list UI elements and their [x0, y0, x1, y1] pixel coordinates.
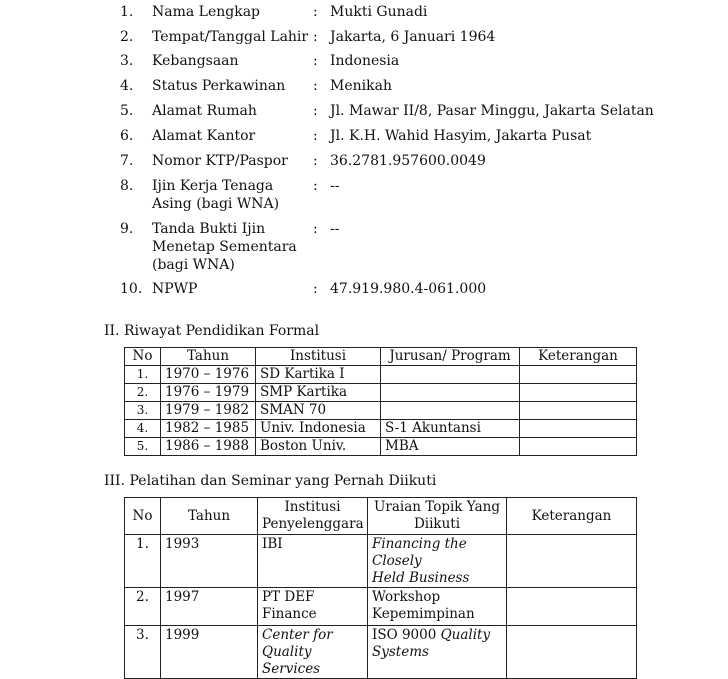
cell-jurusan: [381, 366, 520, 384]
column-header-line: Institusi: [284, 499, 341, 515]
cell-keterangan: [520, 420, 637, 438]
field-value: 47.919.980.4-061.000: [330, 281, 487, 297]
cell-line: Financing the Closely: [372, 536, 467, 569]
cell-no: 1.: [125, 366, 161, 384]
cell-uraian: [368, 588, 507, 626]
cell-institusi: Univ. Indonesia: [256, 420, 381, 438]
cell-jurusan: [381, 402, 520, 420]
field-value: Jakarta, 6 Januari 1964: [330, 29, 496, 45]
field-value: --: [330, 178, 340, 194]
cell-line: PT DEF: [262, 589, 315, 605]
cell-no: 1.: [125, 535, 161, 588]
field-value: Menikah: [330, 78, 392, 94]
cell-line: Kepemimpinan: [372, 606, 475, 622]
field-label-line: Ijin Kerja Tenaga: [152, 178, 274, 194]
item-number: 2.: [120, 29, 134, 45]
cell-line: Held Business: [372, 570, 470, 586]
field-value: Jl. K.H. Wahid Hasyim, Jakarta Pusat: [330, 128, 592, 144]
item-number: 5.: [120, 103, 134, 119]
column-header-line: Penyelenggara: [262, 516, 364, 532]
column-header: No: [125, 348, 161, 366]
cell-keterangan: [520, 366, 637, 384]
table-row: [125, 438, 637, 456]
cell-keterangan: [507, 588, 637, 626]
column-header: [368, 498, 507, 535]
cell-no: 2.: [125, 384, 161, 402]
field-value: Jl. Mawar II/8, Pasar Minggu, Jakarta Selatan: [330, 103, 654, 119]
table-header-row: [125, 348, 637, 366]
colon: :: [313, 103, 318, 119]
item-number: 4.: [120, 78, 134, 94]
column-header: [258, 498, 368, 535]
cell-institusi: Boston Univ.: [256, 438, 381, 456]
cell-line: Finance: [262, 606, 317, 622]
cell-line: Workshop: [372, 589, 441, 605]
table-row: [125, 588, 637, 626]
column-header: Jurusan/ Program: [381, 348, 520, 366]
colon: :: [313, 78, 318, 94]
field-label: Tempat/Tanggal Lahir: [152, 29, 309, 45]
cell-institusi: [258, 588, 368, 626]
field-label: Alamat Rumah: [152, 103, 257, 119]
cell-text: ISO 9000: [372, 627, 441, 643]
field-label: NPWP: [152, 281, 198, 297]
item-number: 10.: [120, 281, 143, 297]
table-row: [125, 366, 637, 384]
table-header-row: [125, 498, 637, 535]
education-table: [124, 347, 637, 456]
cell-jurusan: MBA: [381, 438, 520, 456]
item-number: 1.: [120, 4, 134, 20]
cell-text-italic: Quality: [440, 627, 491, 643]
cell-keterangan: [507, 535, 637, 588]
field-value: 36.2781.957600.0049: [330, 153, 486, 169]
cell-no: 2.: [125, 588, 161, 626]
cell-jurusan: [381, 384, 520, 402]
cell-line: Systems: [372, 644, 429, 660]
field-label-line: Tanda Bukti Ijin: [152, 221, 266, 237]
cell-tahun: 1979 – 1982: [161, 402, 256, 420]
cell-tahun: 1986 – 1988: [161, 438, 256, 456]
cell-keterangan: [520, 438, 637, 456]
colon: :: [313, 281, 318, 297]
item-number: 6.: [120, 128, 134, 144]
field-label: Alamat Kantor: [152, 128, 256, 144]
cell-no: 3.: [125, 402, 161, 420]
cell-institusi: IBI: [258, 535, 368, 588]
column-header: Keterangan: [520, 348, 637, 366]
cell-no: 5.: [125, 438, 161, 456]
colon: :: [313, 153, 318, 169]
cell-no: 4.: [125, 420, 161, 438]
cell-line: Center for: [262, 627, 333, 643]
colon: :: [313, 29, 318, 45]
cell-tahun: 1976 – 1979: [161, 384, 256, 402]
cell-institusi: [258, 626, 368, 679]
colon: :: [313, 221, 318, 237]
cell-jurusan: S-1 Akuntansi: [381, 420, 520, 438]
field-value: --: [330, 221, 340, 237]
item-number: 8.: [120, 178, 134, 194]
column-header-line: Uraian Topik Yang: [374, 499, 500, 515]
column-header: Institusi: [256, 348, 381, 366]
column-header: Keterangan: [507, 498, 637, 535]
column-header-line: Diikuti: [413, 516, 461, 532]
cell-tahun: 1999: [161, 626, 258, 679]
column-header: No: [125, 498, 161, 535]
colon: :: [313, 4, 318, 20]
cell-uraian: [368, 535, 507, 588]
cell-institusi: SMAN 70: [256, 402, 381, 420]
field-label: [152, 220, 312, 274]
training-table: [124, 497, 637, 679]
table-row: [125, 420, 637, 438]
table-row: [125, 402, 637, 420]
column-header: Tahun: [161, 498, 258, 535]
field-label: Nama Lengkap: [152, 4, 261, 20]
cell-tahun: 1970 – 1976: [161, 366, 256, 384]
colon: :: [313, 128, 318, 144]
table-row: [125, 535, 637, 588]
cell-institusi: SMP Kartika: [256, 384, 381, 402]
section-title-training: III. Pelatihan dan Seminar yang Pernah Diikuti: [104, 473, 437, 489]
colon: :: [313, 53, 318, 69]
cell-tahun: 1982 – 1985: [161, 420, 256, 438]
cell-keterangan: [520, 402, 637, 420]
cell-institusi: SD Kartika I: [256, 366, 381, 384]
item-number: 9.: [120, 221, 134, 237]
item-number: 3.: [120, 53, 134, 69]
table-row: [125, 626, 637, 679]
field-label-line: Asing (bagi WNA): [152, 196, 280, 212]
cell-keterangan: [507, 626, 637, 679]
section-title-education: II. Riwayat Pendidikan Formal: [104, 323, 320, 339]
table-row: [125, 384, 637, 402]
column-header: Tahun: [161, 348, 256, 366]
field-label: Nomor KTP/Paspor: [152, 153, 288, 169]
item-number: 7.: [120, 153, 134, 169]
cell-tahun: 1993: [161, 535, 258, 588]
cell-line: Quality Services: [262, 644, 321, 677]
field-label-line: Menetap Sementara: [152, 239, 297, 255]
cell-uraian: [368, 626, 507, 679]
field-label-line: (bagi WNA): [152, 257, 235, 273]
field-label: [152, 177, 312, 213]
colon: :: [313, 178, 318, 194]
cell-keterangan: [520, 384, 637, 402]
field-value: Indonesia: [330, 53, 400, 69]
cell-tahun: 1997: [161, 588, 258, 626]
field-value: Mukti Gunadi: [330, 4, 428, 20]
field-label: Status Perkawinan: [152, 78, 286, 94]
cell-no: 3.: [125, 626, 161, 679]
field-label: Kebangsaan: [152, 53, 239, 69]
